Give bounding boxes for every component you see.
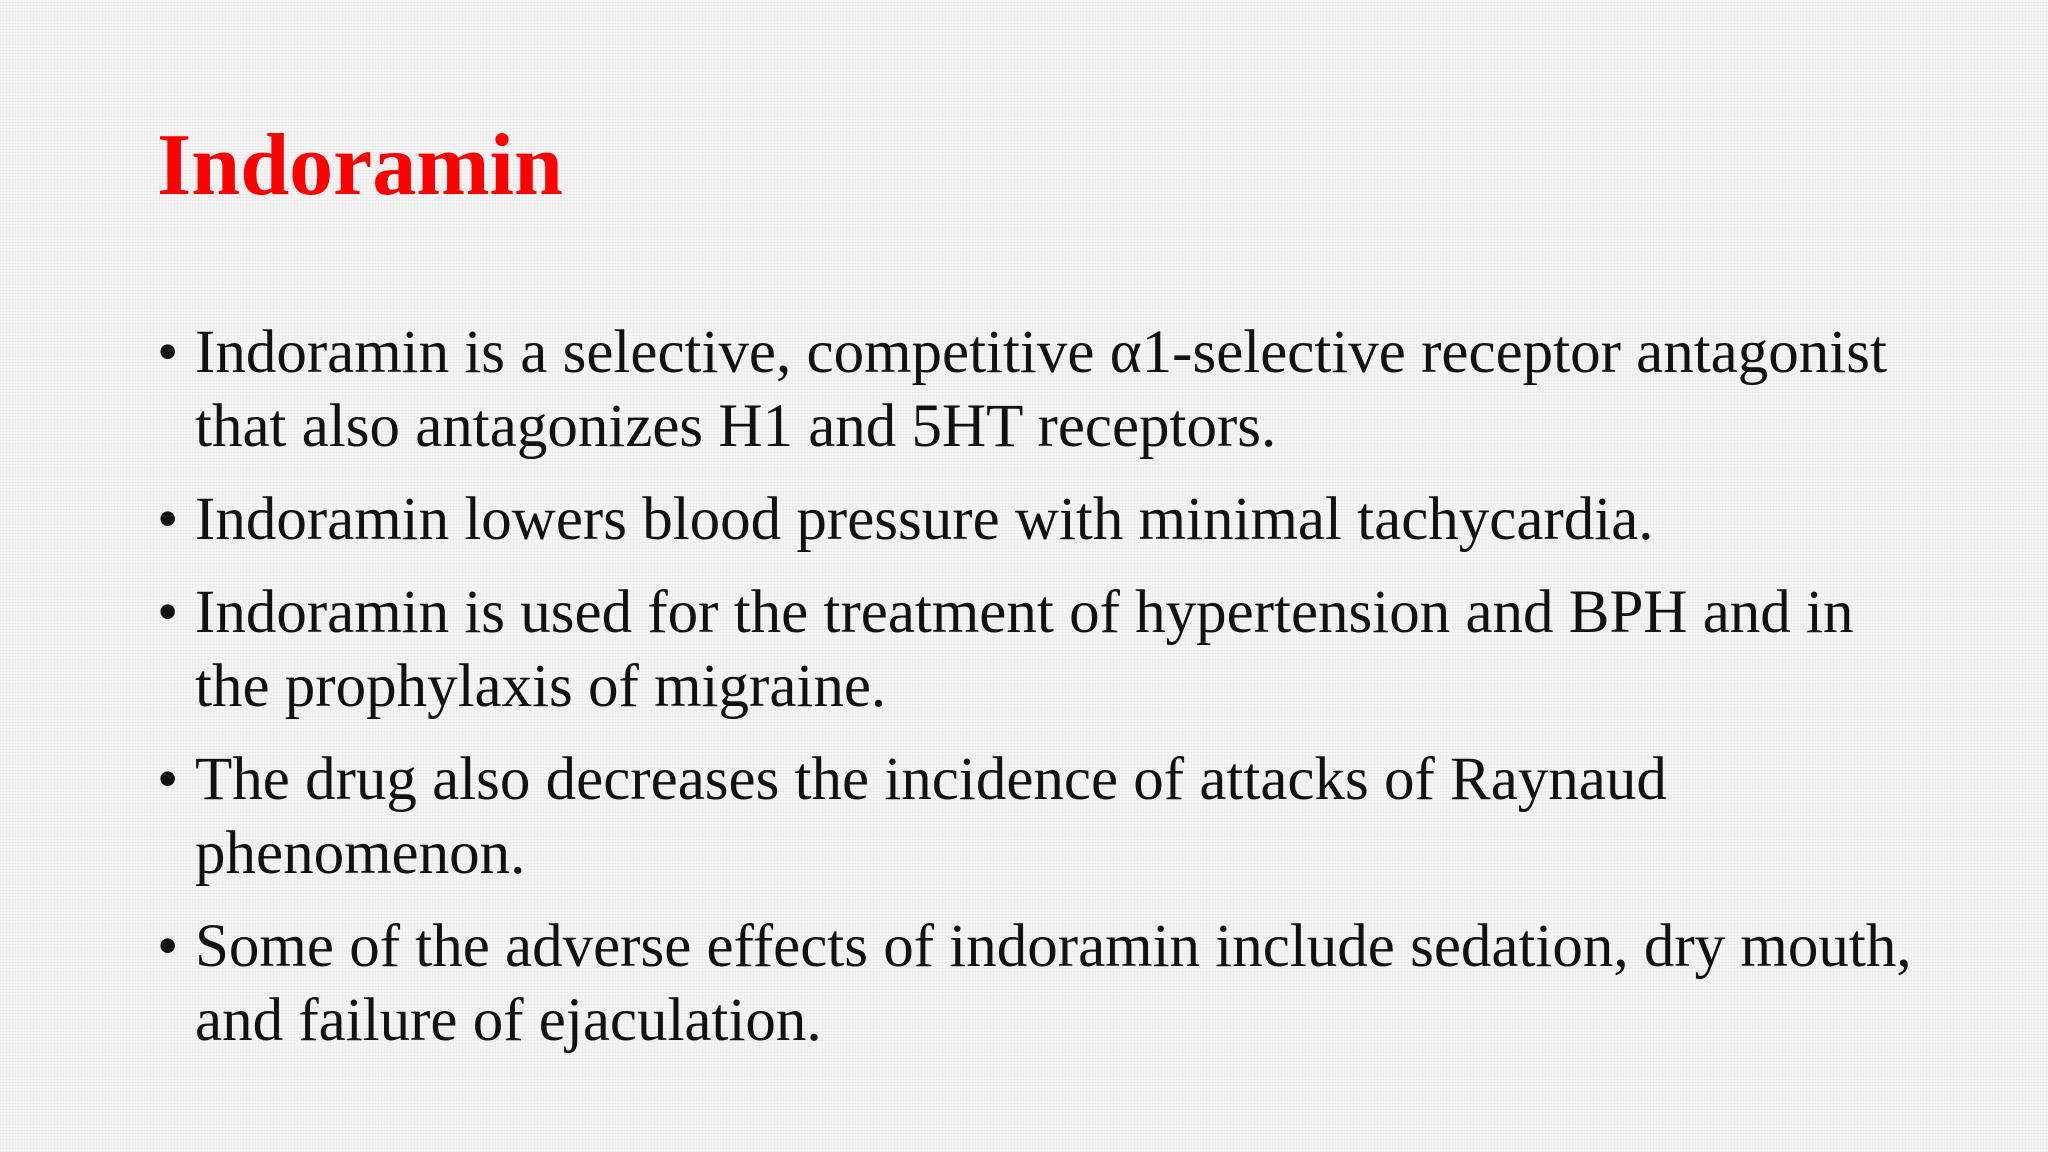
bullet-text: Some of the adverse effects of indoramin include sedation, dry mouth, and failure of ejaculation. (195, 913, 1912, 1054)
list-item (157, 576, 1917, 724)
bullet-list (157, 316, 1917, 1077)
list-item (157, 910, 1917, 1058)
list-item (157, 743, 1917, 891)
list-item (157, 483, 1917, 557)
slide-title: Indoramin (157, 117, 563, 214)
bullet-text: Indoramin is a selective, competitive α1-selective receptor antagonist that also antagonizes H1 and 5HT receptors. (195, 319, 1887, 460)
bullet-icon: • (157, 486, 179, 553)
bullet-icon: • (157, 746, 179, 813)
bullet-text: Indoramin is used for the treatment of hypertension and BPH and in the prophylaxis of migraine. (195, 579, 1854, 720)
bullet-icon: • (157, 579, 179, 646)
bullet-icon: • (157, 913, 179, 980)
bullet-icon: • (157, 319, 179, 386)
bullet-text: Indoramin lowers blood pressure with minimal tachycardia. (195, 486, 1654, 553)
list-item (157, 316, 1917, 464)
bullet-text: The drug also decreases the incidence of attacks of Raynaud phenomenon. (195, 746, 1667, 887)
